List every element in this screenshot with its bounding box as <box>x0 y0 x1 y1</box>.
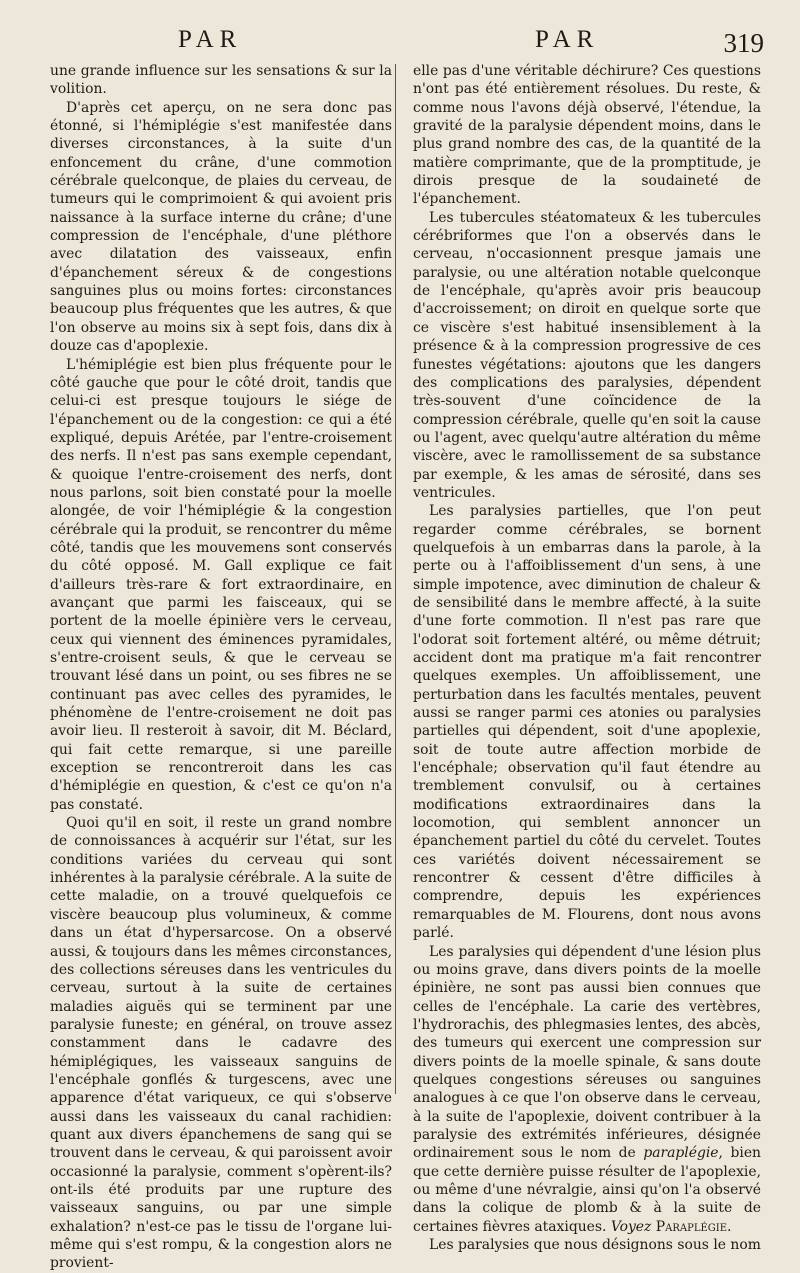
paragraph <box>413 943 761 1237</box>
paragraph-text: , bien que cette dernière puisse résulter de l'apoplexie, ou même d'une névralgie, ainsi qu'on l'a observé dans la colique de plomb & à la suite de certaines fièvres ataxiques. <box>413 1145 761 1235</box>
paragraph: Quoi qu'il en soit, il reste un grand nombre de connoissances à acquérir sur l'état, sur les conditions variées du cerveau qui sont inhérentes à la paralysie cérébrale. A la suite de cette maladie, on a trouvé quelquefois ce viscère beaucoup plus volumineux, & comme dans un état d'hypersarcose. On a observé aussi, & toujours dans les mêmes circonstances, des collections séreuses dans les ventricules du cerveau, surtout à la suite de certaines maladies aiguës qui se terminent par une paralysie funeste; en général, on trouve assez constamment dans le cadavre des hémiplégiques, les vaisseaux sanguins de l'encéphale gonflés & turgescens, avec une apparence d'état variqueux, ce qui s'observe aussi dans les vaisseaux du canal rachidien: quant aux divers épanchemens de sang qui se trouvent dans le cerveau, & qui paroissent avoir occasionné la paralysie, comment s'opèrent-ils? ont-ils été produits par une rupture des vaisseaux sanguins, ou par une simple exhalation? n'est-ce pas le tissu de l'organe lui-même qui s'est rompu, & la congestion alors ne provient- <box>50 815 392 1272</box>
paragraph: une grande influence sur les sensations & sur la volition. <box>50 63 392 98</box>
paragraph: Les paralysies partielles, que l'on peut regarder comme cérébrales, se bornent quelquefois à un embarras dans la parole, à la perte ou à l'affoiblissement d'un sens, à une simple impotence, avec diminution de chaleur & de sensibilité dans le membre affecté, à la suite d'une forte commotion. Il n'est pas rare que l'odorat soit fortement altéré, ou même détruit; accident dont ma pratique m'a fait rencontrer quelques exemples. Un affoiblissement, une perturbation dans les facultés mentales, peuvent aussi se ranger parmi ces atonies ou paralysies partielles qui dépendent, soit d'une apoplexie, soit de toute autre affection morbide de l'encéphale; observation qu'il faut étendre au tremblement convulsif, ou à certaines modifications extraordinaires dans la locomotion, qui semblent annoncer un épanchement partiel du côté du cervelet. Toutes ces variétés doivent nécessairement se rencontrer & cessent d'être difficiles à comprendre, depuis les expériences remarquables de M. Flourens, dont nous avons parlé. <box>413 503 761 942</box>
paragraph: D'après cet aperçu, on ne sera donc pas étonné, si l'hémiplégie s'est manifestée dans diverses circonstances, à la suite d'un enfoncement du crâne, d'une commotion cérébrale quelconque, de plaies du cerveau, de tumeurs qui le comprimoient & qui avoient pris naissance à la surface interne du crâne; d'une compression de l'encéphale, d'une pléthore avec dilatation des vaisseaux, enfin d'épanchement séreux & de congestions sanguines plus ou moins fortes: circonstances beaucoup plus fréquentes que les autres, & que l'on observe au moins six à sept fois, dans dix à douze cas d'apoplexie. <box>50 99 392 355</box>
page-number: 319 <box>723 28 764 58</box>
running-head-left: PAR <box>178 26 243 53</box>
running-head-right: PAR <box>535 26 600 53</box>
cross-reference-voyez: Voyez <box>610 1218 652 1235</box>
left-column <box>50 62 392 1273</box>
right-column <box>413 62 761 1254</box>
paragraph-text: Les paralysies qui dépendent d'une lésion plus ou moins grave, dans divers points de la moelle épinière, ne sont pas aussi bien connues que celles de l'encéphale. La carie des vertèbres, l'hydrorachis, des phlegmasies lentes, des abcès, des tumeurs qui exercent une compression sur divers points de la moelle spinale, & sans doute quelques congestions séreuses ou sanguines analogues à ce que l'on observe dans le cerveau, à la suite de l'apoplexie, doivent contribuer à la paralysie des extrémités inférieures, désignée ordinairement sous le nom de <box>413 943 761 1162</box>
paragraph: Les paralysies que nous désignons sous le nom <box>429 1237 761 1253</box>
paragraph: L'hémiplégie est bien plus fréquente pour le côté gauche que pour le côté droit, tandis que celui-ci est presque toujours le siége de l'épanchement ou de la congestion: ce qui a été expliqué, depuis Arétée, par l'entre-croisement des nerfs. Il n'est pas sans exemple cependant, & quoique l'entre-croisement des nerfs, dont nous parlons, soit bien constaté pour la moelle alongée, de voir l'hémiplégie & la congestion cérébrale qui la produit, se rencontrer du même côté, tandis que les mouvemens sont conservés du côté opposé. M. Gall explique ce fait d'ailleurs très-rare & fort extraordinaire, en avançant que parmi les faisceaux, qui se portent de la moelle épinière vers le cerveau, ceux qui viennent des éminences pyramidales, s'entre-croisent seuls, & que le cerveau se trouvant lésé dans un point, ou ses fibres ne se continuant pas avec celles des pyramides, le phénomène de l'entre-croisement ne doit pas avoir lieu. Il resteroit à savoir, dit M. Béclard, qui fait cette remarque, si une pareille exception se rencontreroit dans les cas d'hémiplégie en question, & c'est ce qu'on n'a pas constaté. <box>50 356 392 813</box>
cross-reference-target: Paraplégie. <box>655 1218 732 1235</box>
paragraph: Les tubercules stéatomateux & les tubercules cérébriformes que l'on a observés dans le cerveau, n'occasionnent presque jamais une paralysie, ou une altération notable quelconque de l'encéphale, qu'après avoir pris beaucoup d'accroissement; on diroit en quelque sorte que ce viscère s'est habitué insensiblement à la présence & à la compression progressive de ces funestes végétations: ajoutons que les dangers des complications des paralysies, dépendent très-souvent d'une coïncidence de la compression cérébrale, quelle qu'en soit la cause ou l'agent, avec quelqu'autre altération du même viscère, avec le ramollissement de sa substance par exemple, & les amas de sérosité, dans ses ventricules. <box>413 209 761 501</box>
paragraph: elle pas d'une véritable déchirure? Ces questions n'ont pas été entièrement résolues. Du reste, & comme nous l'avons déjà observé, l'étendue, la gravité de la paralysie dépendent moins, dans le plus grand nombre des cas, de la quantité de la matière comprimante, que de la promptitude, je dirois presque de la soudaineté de l'épanchement. <box>413 63 761 208</box>
italic-term: paraplégie <box>643 1145 719 1162</box>
column-divider <box>395 64 396 1094</box>
